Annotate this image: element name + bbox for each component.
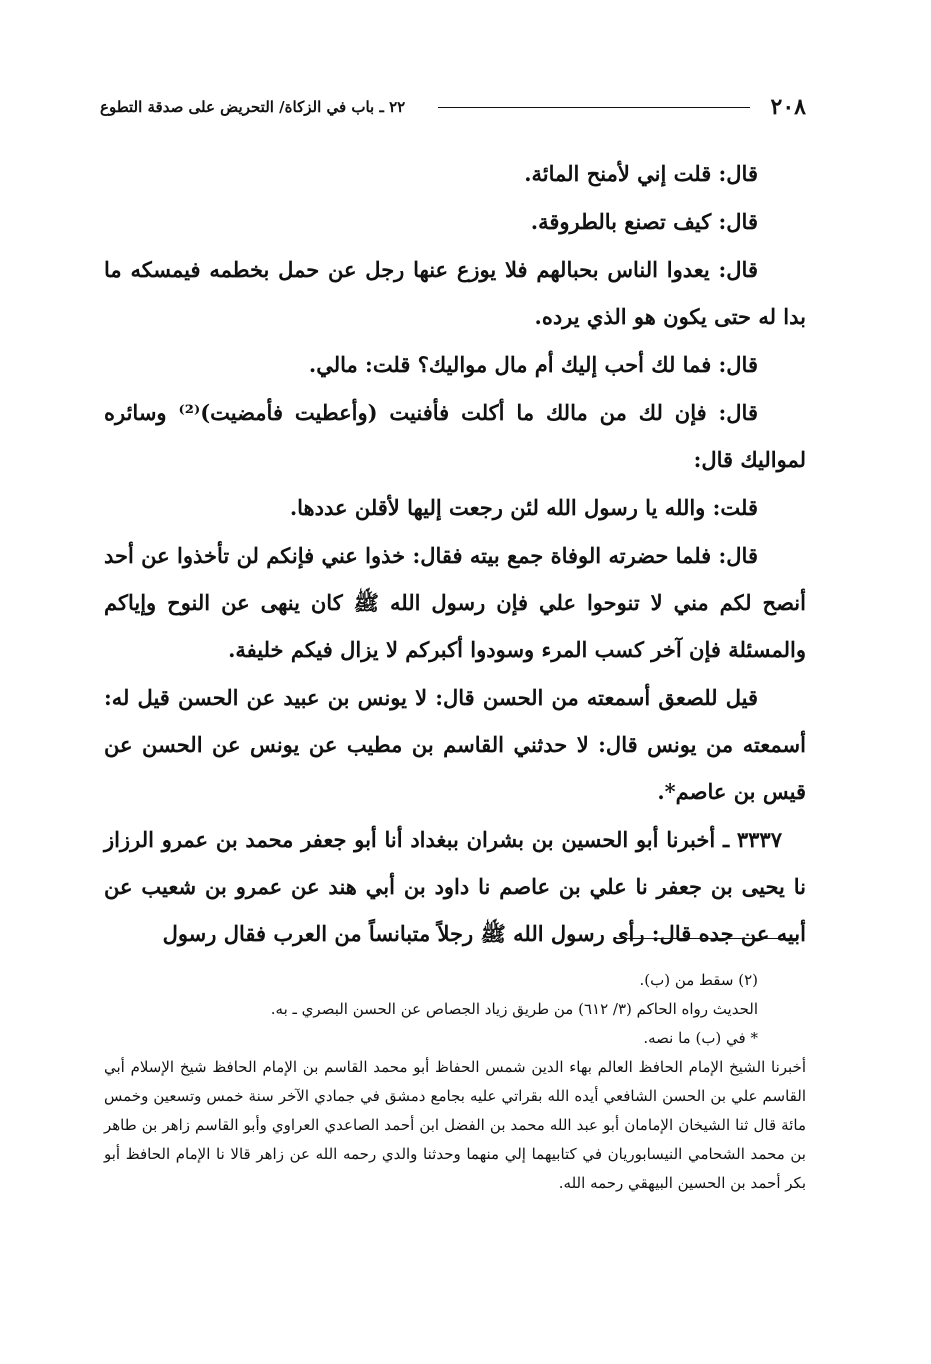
- page-number: ٢٠٨: [770, 94, 806, 120]
- paragraph: قال: كيف تصنع بالطروقة.: [530, 209, 758, 234]
- paragraph: قال: فلما حضرته الوفاة جمع بيته فقال: خذوا عني فإنكم لن تأخذوا عن أحد أنصح لكم مني لا تنوحوا علي فإن رسول الله ﷺ كان ينهى عن النوح وإياكم والمسئلة فإن آخر كسب المرء وسودوا أكبركم لا يزال فيكم خليفة.: [104, 543, 806, 662]
- paragraph: قلت: والله يا رسول الله لئن رجعت إليها لأقلن عددها.: [289, 495, 758, 520]
- paragraph: قيل للصعق أسمعته من الحسن قال: لا يونس بن عبيد عن الحسن قيل له: أسمعته من يونس قال: لا حدثني القاسم بن مطيب عن يونس عن الحسن عن قيس بن عاصم*.: [104, 685, 806, 804]
- footnotes: [104, 966, 806, 1198]
- footnote: (٢) سقط من (ب).: [639, 971, 758, 989]
- main-text: [104, 150, 806, 958]
- running-title: ٢٢ ـ باب في الزكاة/ التحريض على صدقة التطوع: [100, 98, 406, 116]
- page-header: [100, 92, 806, 122]
- paragraph: قال: فما لك أحب إليك أم مال مواليك؟ قلت: مالي.: [308, 352, 758, 377]
- footnote-chain: أخبرنا الشيخ الإمام الحافظ العالم بهاء الدين شمس الحفاظ أبو محمد القاسم بن الإمام الحافظ شيخ الإسلام أبي القاسم علي بن الحسن الشافعي أيده الله بقراتي عليه بجامع دمشق في جمادي الآخر سنة خمس وتسعين وخمس مائة قال ثنا الشيخان الإمامان أبو عبد الله محمد بن الفضل ابن أحمد الصاعدي العراوي وأبو القاسم زاهر بن طاهر بن محمد الشحامي النيسابوريان في كتابيهما إلي منهما وحدثنا والدي رحمه الله عن زاهر قالا نا الإمام الحافظ أبو بكر أحمد بن الحسين البيهقي رحمه الله.: [104, 1058, 806, 1192]
- paragraph: قال: قلت إني لأمنح المائة.: [524, 161, 758, 186]
- paragraph: قال: فإن لك من مالك ما أكلت فأفنيت (وأعطيت فأمضيت)⁽²⁾ وسائره لمواليك قال:: [104, 400, 806, 472]
- footnote: * في (ب) ما نصه.: [643, 1029, 758, 1047]
- footnote-rule: [614, 938, 798, 939]
- paragraph: قال: يعدوا الناس بحبالهم فلا يوزع عنها رجل عن حمل بخطمه فيمسكه ما بدا له حتى يكون هو الذي يرده.: [104, 257, 806, 329]
- footnote: الحديث رواه الحاكم (٣/ ٦١٢) من طريق زياد الجصاص عن الحسن البصري ـ به.: [270, 1000, 758, 1018]
- hadith-3337: ٣٣٣٧ ـ أخبرنا أبو الحسين بن بشران ببغداد أنا أبو جعفر محمد بن عمرو الرزاز نا يحيى بن جعفر نا علي بن عاصم نا داود بن أبي هند عن عمرو بن شعيب عن أبيه عن جده قال: رأى رسول الله ﷺ رجلاً متبانساً من العرب فقال رسول: [104, 827, 806, 946]
- header-rule: [438, 107, 750, 108]
